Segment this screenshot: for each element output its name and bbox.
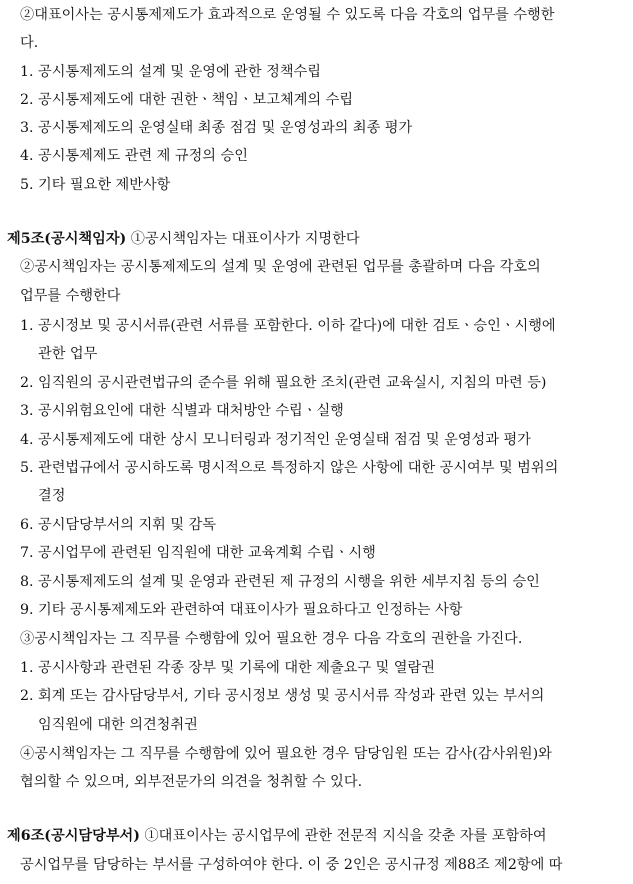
item-number: 5. (20, 460, 34, 476)
item-text: 공시통제제도에 대한 상시 모니터링과 정기적인 운영실태 점검 및 운영성과 평가 (38, 432, 531, 448)
a5-clause3: ③공시책임자는 그 직무를 수행함에 있어 필요한 경우 다음 각호의 권한을 가진다. (20, 631, 523, 647)
list-item (20, 600, 463, 620)
item-text: 공시통제제도에 대한 권한ㆍ책임ㆍ보고체계의 수립 (38, 92, 354, 108)
item-number: 5. (20, 177, 34, 193)
list-item (20, 316, 556, 336)
item-text: 기타 공시통제제도와 관련하여 대표이사가 필요하다고 인정하는 사항 (38, 602, 463, 618)
item-text: 공시사항과 관련된 각종 장부 및 기록에 대한 제출요구 및 열람권 (38, 660, 435, 676)
item-text: 관련법규에서 공시하도록 명시적으로 특정하지 않은 사항에 대한 공시여부 및 범위의 (38, 460, 559, 476)
a5-clause4-line1: ④공시책임자는 그 직무를 수행함에 있어 필요한 경우 담당임원 또는 감사(감사위원)와 (20, 746, 552, 762)
item-number: 1. (20, 318, 34, 334)
list-item (20, 515, 216, 535)
list-item (20, 458, 558, 478)
item-text: 공시업무에 관련된 임직원에 대한 교육계획 수립ㆍ시행 (38, 545, 376, 561)
item-text: 공시정보 및 공시서류(관련 서류를 포함한다. 이하 같다)에 대한 검토ㆍ승인ㆍ시행에 (38, 318, 556, 334)
item-text: 공시통제제도 관련 제 규정의 승인 (38, 148, 248, 164)
item-number: 7. (20, 545, 34, 561)
article-heading: 제6조(공시담당부서) (7, 828, 140, 844)
item-text: 공시담당부서의 지휘 및 감독 (38, 517, 216, 533)
item-text: 공시위험요인에 대한 식별과 대처방안 수립ㆍ실행 (38, 403, 344, 419)
list-item (20, 118, 412, 138)
list-item (20, 175, 170, 195)
item-number: 1. (20, 660, 34, 676)
a6-clause1-line2: 공시업무를 담당하는 부서를 구성하여야 한다. 이 중 2인은 공시규정 제88조 제2항에 따 (20, 857, 563, 873)
item-text: 공시통제제도의 운영실태 최종 점검 및 운영성과의 최종 평가 (38, 120, 413, 136)
a4-clause2-line2: 다. (20, 35, 39, 51)
a5-clause4-line2: 협의할 수 있으며, 외부전문가의 의견을 청취할 수 있다. (20, 774, 363, 790)
list-item (20, 430, 531, 450)
item-text: 기타 필요한 제반사항 (38, 177, 171, 193)
a6-heading-line (7, 826, 547, 846)
item-text: 임직원의 공시관련법규의 준수를 위해 필요한 조치(관련 교육실시, 지침의 마련 등) (38, 375, 547, 391)
item-number: 2. (20, 92, 34, 108)
item-text: 공시통제제도의 설계 및 운영에 관한 정책수립 (38, 64, 321, 80)
item-text: 회계 또는 감사담당부서, 기타 공시정보 생성 및 공시서류 작성과 관련 있는 부서의 (38, 688, 545, 704)
article-heading: 제5조(공시책임자) (7, 231, 127, 247)
list-item (20, 543, 376, 563)
item-number: 3. (20, 120, 34, 136)
list-item (20, 686, 544, 706)
list-item (20, 90, 353, 110)
item-number: 9. (20, 602, 34, 618)
item-number: 8. (20, 574, 34, 590)
item-continuation: 관한 업무 (38, 346, 98, 362)
list-item (20, 373, 546, 393)
list-item (20, 572, 540, 592)
item-number: 2. (20, 688, 34, 704)
item-continuation: 임직원에 대한 의견청취권 (38, 717, 198, 733)
a5-clause1: ①공시책임자는 대표이사가 지명한다 (130, 231, 360, 247)
item-number: 2. (20, 375, 34, 391)
a6-clause1-line1: ①대표이사는 공시업무에 관한 전문적 지식을 갖춘 자를 포함하여 (144, 828, 547, 844)
list-item (20, 62, 321, 82)
item-continuation: 결정 (38, 488, 66, 504)
list-item (20, 658, 435, 678)
item-number: 3. (20, 403, 34, 419)
list-item (20, 401, 344, 421)
a5-heading-line (7, 229, 360, 249)
a5-clause2-line1: ②공시책임자는 공시통제제도의 설계 및 운영에 관련된 업무를 총괄하며 다음 각호의 (20, 259, 541, 275)
item-number: 6. (20, 517, 34, 533)
item-number: 1. (20, 64, 34, 80)
item-number: 4. (20, 432, 34, 448)
list-item (20, 146, 248, 166)
item-text: 공시통제제도의 설계 및 운영과 관련된 제 규정의 시행을 위한 세부지침 등의 승인 (38, 574, 540, 590)
a5-clause2-line2: 업무를 수행한다 (20, 288, 121, 304)
a4-clause2-line1: ②대표이사는 공시통제제도가 효과적으로 운영될 수 있도록 다음 각호의 업무를 수행한 (20, 7, 555, 23)
item-number: 4. (20, 148, 34, 164)
